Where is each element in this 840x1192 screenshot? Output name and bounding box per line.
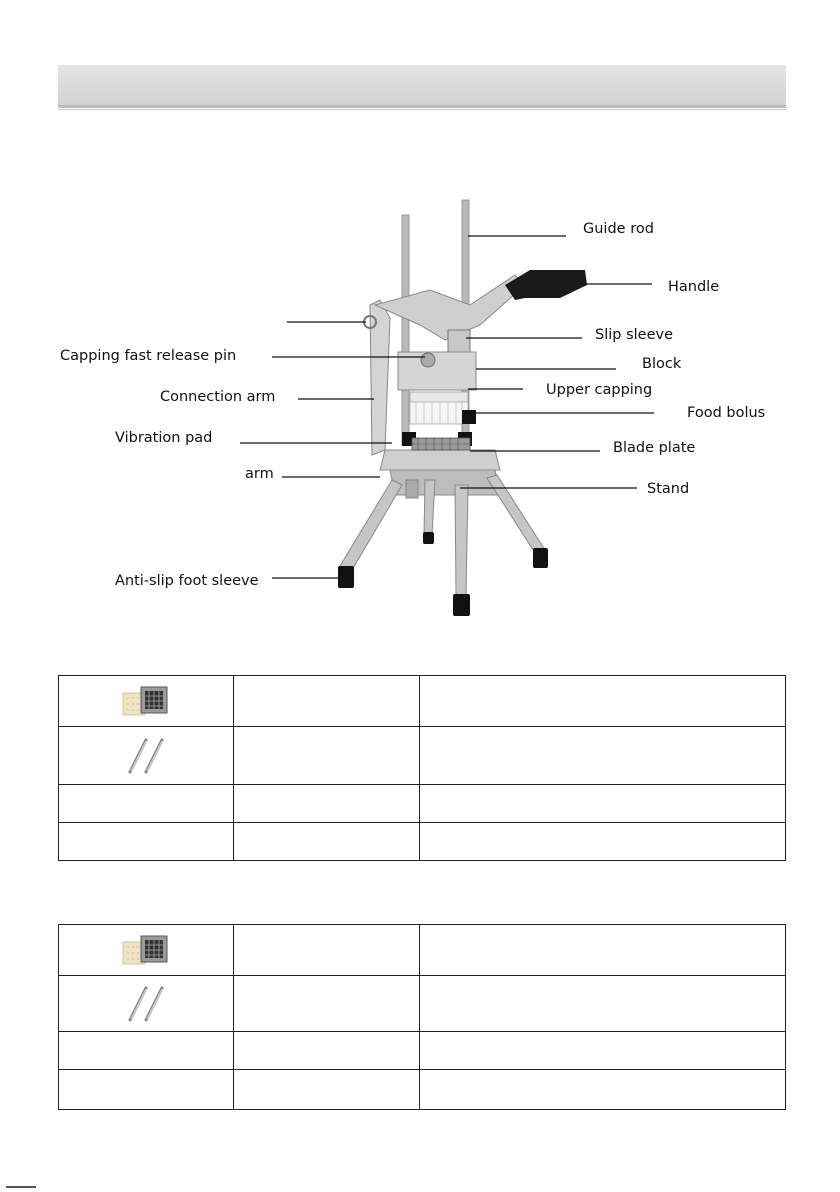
- table-row: [59, 1032, 786, 1070]
- handle-grip: [505, 270, 587, 300]
- label-arm: arm: [245, 466, 274, 482]
- table-cell-icon: [59, 785, 234, 823]
- rods-icon: [124, 984, 168, 1024]
- table-cell-name: [234, 727, 420, 785]
- table-row: [59, 676, 786, 727]
- label-stand: Stand: [647, 481, 690, 497]
- table-cell-name: [234, 1032, 420, 1070]
- table-cell-icon: [59, 823, 234, 861]
- parts-table-1: [58, 675, 786, 861]
- table-cell-icon: [59, 925, 234, 976]
- label-handle: Handle: [668, 279, 720, 295]
- pusher-teeth: [410, 402, 468, 424]
- label-blade-plate: Blade plate: [613, 440, 696, 456]
- table-cell-desc: [420, 823, 786, 861]
- table-row: [59, 823, 786, 861]
- table-cell-icon: [59, 1070, 234, 1110]
- table-row: [59, 785, 786, 823]
- table-cell-name: [234, 925, 420, 976]
- table-cell-desc: [420, 785, 786, 823]
- table-row: [59, 1070, 786, 1110]
- table-cell-desc: [420, 676, 786, 727]
- upper-capping: [410, 392, 468, 402]
- block: [398, 352, 476, 390]
- label-guide-rod: Guide rod: [583, 221, 654, 237]
- table-cell-icon: [59, 676, 234, 727]
- food-bolus: [462, 410, 476, 424]
- table-cell-desc: [420, 727, 786, 785]
- table-row: [59, 925, 786, 976]
- table-cell-icon: [59, 1032, 234, 1070]
- label-connection-arm: Connection arm: [160, 389, 276, 405]
- table-cell-name: [234, 785, 420, 823]
- label-vibration-pad: Vibration pad: [115, 430, 213, 446]
- table-cell-name: [234, 976, 420, 1032]
- table-cell-icon: [59, 976, 234, 1032]
- table-row: [59, 727, 786, 785]
- table-cell-desc: [420, 1032, 786, 1070]
- blade-grid-icon: [121, 934, 171, 966]
- blade-grid-icon: [121, 685, 171, 717]
- label-slip-sleeve: Slip sleeve: [595, 327, 674, 343]
- connection-arm: [370, 300, 390, 455]
- page-edge-mark: [6, 1186, 36, 1188]
- anti-slip-feet: [338, 532, 548, 616]
- rods-icon: [124, 736, 168, 776]
- table-row: [59, 976, 786, 1032]
- table-cell-desc: [420, 976, 786, 1032]
- table-cell-desc: [420, 1070, 786, 1110]
- label-upper-capping: Upper capping: [546, 382, 653, 398]
- table-cell-name: [234, 1070, 420, 1110]
- table-cell-name: [234, 823, 420, 861]
- table-cell-icon: [59, 727, 234, 785]
- parts-table-2: [58, 924, 786, 1110]
- guide-rod-left: [402, 215, 409, 445]
- label-block: Block: [642, 356, 682, 372]
- label-food-bolus: Food bolus: [687, 405, 766, 421]
- label-foot-sleeve: Anti-slip foot sleeve: [115, 573, 259, 589]
- table-cell-name: [234, 676, 420, 727]
- table-cell-desc: [420, 925, 786, 976]
- blade-plate: [380, 450, 500, 470]
- label-capping-pin: Capping fast release pin: [60, 348, 237, 364]
